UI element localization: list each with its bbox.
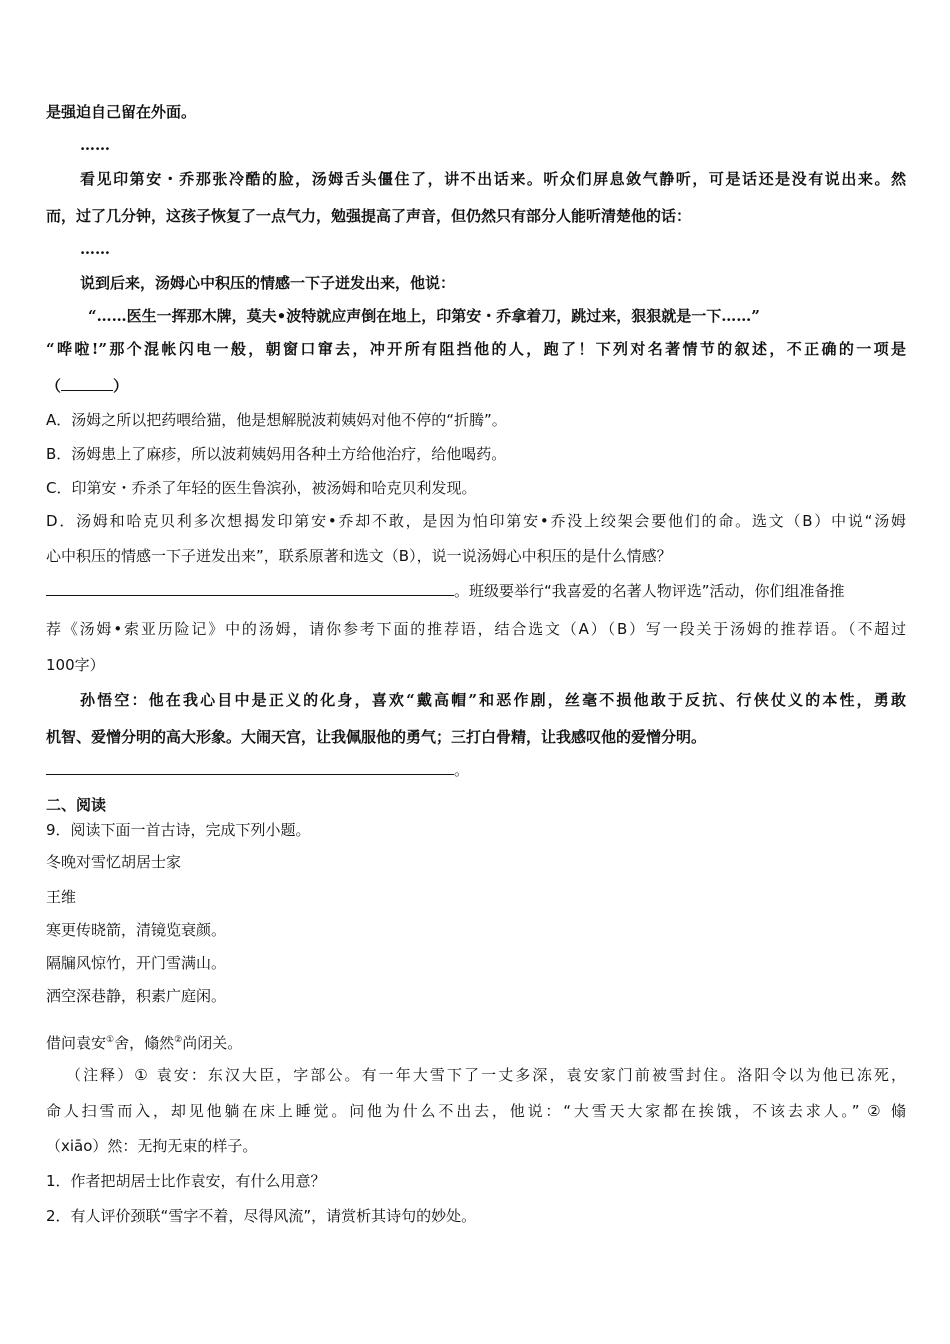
footnote-marker: ① — [106, 1035, 115, 1045]
question-line — [46, 581, 906, 601]
section-heading: 二、阅读 — [46, 796, 107, 814]
passage-line: 而，过了几分钟，这孩子恢复了一点气力，勉强提高了声音，但仍然只有部分人能听清楚他的话： — [46, 207, 692, 225]
sub-question-1: 1．作者把胡居士比作袁安，有什么用意？ — [46, 1172, 326, 1190]
sub-question-2: 2．有人评价颈联“雪字不着，尽得风流”，请赏析其诗句的妙处。 — [46, 1207, 477, 1225]
poem-line: 洒空深巷静，积素广庭闲。 — [46, 987, 227, 1005]
passage-line: 说到后来，汤姆心中积压的情感一下子迸发出来，他说： — [80, 274, 456, 292]
answer-blank[interactable] — [46, 760, 454, 775]
question-stem-line: “哗啦!”那个混帐闪电一般，朝窗口窜去，冲开所有阻挡他的人，跑了！下列对名著情节的叙述，不正确的一项是 — [46, 340, 906, 358]
passage-line: 看见印第安・乔那张冷酷的脸，汤姆舌头僵住了，讲不出话来。听众们屏息敛气静听，可是话还是没有说出来。然 — [80, 170, 906, 188]
answer-line — [46, 760, 906, 780]
option-d: D．汤姆和哈克贝利多次想揭发印第安•乔却不敢，是因为怕印第安•乔没上绞架会要他们的命。选文（B）中说“汤姆 — [46, 512, 906, 530]
option-b: B．汤姆患上了麻疹，所以波莉姨妈用各种土方给他治疗，给他喝药。 — [46, 445, 507, 463]
ellipsis-line: …… — [80, 136, 110, 154]
end-mark: 。 — [454, 761, 470, 779]
sample-recommendation: 机智、爱憎分明的高大形象。大闹天宫，让我佩服他的勇气；三打白骨精，让我感叹他的爱憎分明。 — [46, 728, 707, 746]
question-text: 。班级要举行“我喜爱的名著人物评选”活动，你们组准备推 — [454, 582, 845, 600]
paren-close: ） — [113, 377, 129, 395]
poem-line: 借问袁安①舍，翛然②尚闭关。 — [46, 1034, 243, 1052]
poem-author: 王维 — [46, 888, 77, 906]
poem-line: 寒更传晓箭，清镜览衰颜。 — [46, 921, 227, 939]
question-line: 心中积压的情感一下子迸发出来”，联系原著和选文（B），说一说汤姆心中积压的是什么情感？ — [46, 547, 672, 565]
passage-quote-line: “……医生一挥那木牌，莫夫•波特就应声倒在地上，印第安・乔拿着刀，跳过来，狠狠就是一下……” — [88, 307, 760, 325]
answer-blank-paren — [46, 376, 906, 396]
passage-line: 是强迫自己留在外面。 — [46, 103, 197, 121]
footnote-marker: ② — [174, 1035, 183, 1045]
option-a: A．汤姆之所以把药喂给猫，他是想解脱波莉姨妈对他不停的“折腾”。 — [46, 411, 507, 429]
annotation-line: 命人扫雪而入，却见他躺在床上睡觉。问他为什么不出去，他说：“大雪天大家都在挨饿，不该去求人。” ② 翛 — [46, 1102, 906, 1120]
annotation-line: （xiāo）然：无拘无束的样子。 — [46, 1137, 258, 1155]
sample-recommendation: 孙悟空：他在我心目中是正义的化身，喜欢“戴高帽”和恶作剧，丝毫不损他敢于反抗、行侠仗义的本性，勇敢 — [80, 691, 906, 709]
question-line: 100字） — [46, 656, 105, 674]
ellipsis-line: …… — [80, 240, 110, 258]
question-line: 荐《汤姆•索亚历险记》中的汤姆，请你参考下面的推荐语，结合选文（A）（B）写一段关于汤姆的推荐语。（不超过 — [46, 620, 906, 638]
paren-open: （ — [46, 377, 62, 395]
answer-blank[interactable] — [46, 581, 454, 596]
annotation-line: （注释）① 袁安：东汉大臣，字部公。有一年大雪下了一丈多深，袁安家门前被雪封住。洛阳令以为他已冻死， — [66, 1066, 906, 1084]
poem-title: 冬晚对雪忆胡居士家 — [46, 853, 182, 871]
answer-blank[interactable] — [61, 376, 113, 391]
question-9: 9．阅读下面一首古诗，完成下列小题。 — [46, 821, 311, 839]
poem-line: 隔牖风惊竹，开门雪满山。 — [46, 954, 227, 972]
option-c: C．印第安・乔杀了年轻的医生鲁滨孙，被汤姆和哈克贝利发现。 — [46, 479, 477, 497]
